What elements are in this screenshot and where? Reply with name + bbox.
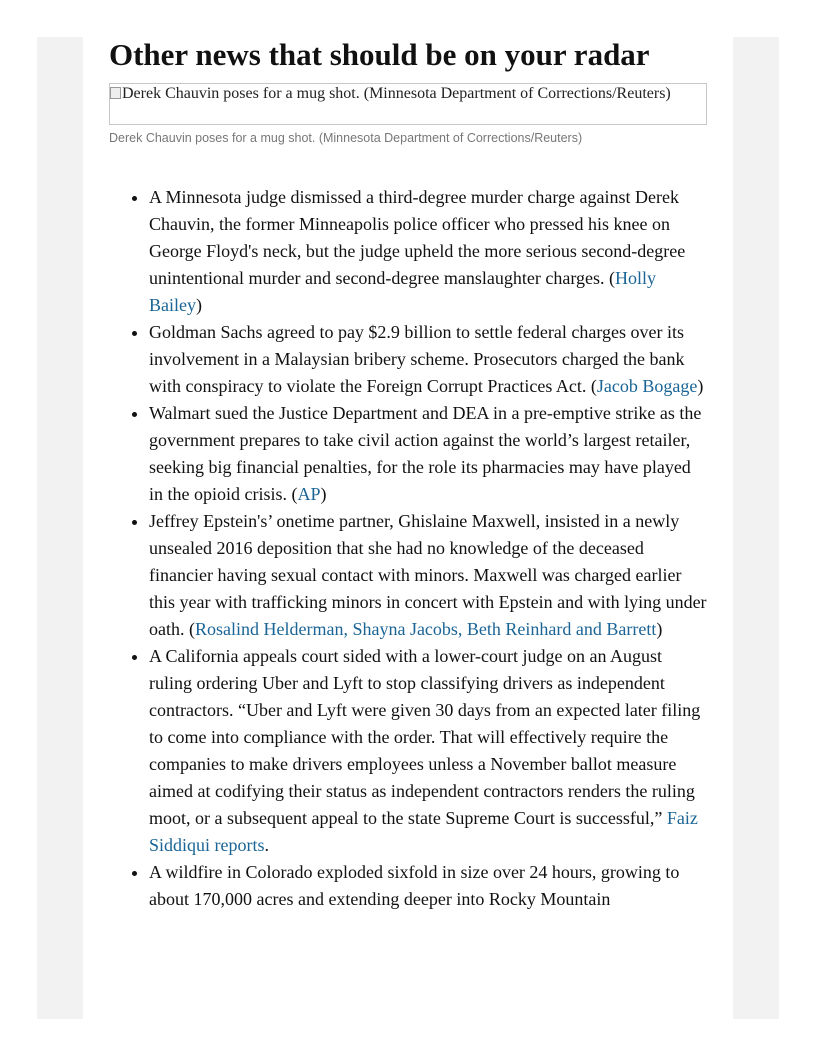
item-text-end: ): [196, 295, 202, 315]
source-link[interactable]: Jacob Bogage: [596, 376, 698, 396]
source-link[interactable]: AP: [297, 484, 321, 504]
list-item: [149, 319, 709, 400]
source-link[interactable]: Rosalind Helderman, Shayna Jacobs, Beth Reinhard and Barrett: [194, 619, 657, 639]
list-item: [149, 859, 709, 913]
photo-alt-text: Derek Chauvin poses for a mug shot. (Minnesota Department of Corrections/Reuters): [122, 85, 671, 102]
item-text: A wildfire in Colorado exploded sixfold in size over 24 hours, growing to about 170,000 acres and extending deeper into Rocky Mountain: [149, 862, 680, 909]
source-link[interactable]: Holly Bailey: [149, 268, 657, 315]
item-text-end: ): [320, 484, 327, 504]
item-text: Jeffrey Epstein's’ onetime partner, Ghislaine Maxwell, insisted in a newly unsealed 2016 deposition that she had no knowledge of the deceased financier having sexual contact with minors. Maxwell was charged earlier this year with trafficking minors in concert with Epstein and with lying under oath. (: [149, 511, 707, 639]
item-text: Goldman Sachs agreed to pay $2.9 billion to settle federal charges over its involvement in a Malaysian bribery scheme. Prosecutors charged the bank with conspiracy to violate the Foreign Corrupt Practices Act. (: [149, 322, 685, 396]
item-text-end: .: [264, 835, 269, 855]
list-item: [149, 400, 709, 508]
item-text-end: ): [697, 376, 704, 396]
source-link[interactable]: Faiz Siddiqui reports: [149, 808, 698, 855]
list-item: [149, 508, 709, 643]
item-text-end: ): [656, 619, 663, 639]
news-list: [109, 184, 709, 913]
list-item: [149, 643, 709, 859]
newsletter-section: [109, 37, 709, 913]
photo-placeholder: [109, 83, 707, 125]
left-margin-panel: [37, 37, 83, 1019]
section-heading: Other news that should be on your radar: [109, 37, 650, 72]
photo-caption: Derek Chauvin poses for a mug shot. (Minnesota Department of Corrections/Reuters): [109, 131, 583, 145]
broken-image-icon: [110, 87, 121, 99]
list-item: [149, 184, 709, 319]
item-text: A California appeals court sided with a lower-court judge on an August ruling ordering Uber and Lyft to stop classifying drivers as independent contractors. “Uber and Lyft were given 30 days from an expected later filing to come into compliance with the order. That will effectively require the companies to make drivers employees unless a November ballot measure aimed at codifying their status as independent contractors renders the ruling moot, or a subsequent appeal to the state Supreme Court is successful,”: [149, 646, 701, 828]
item-text: Walmart sued the Justice Department and DEA in a pre-emptive strike as the government prepares to take civil action against the world’s largest retailer, seeking big financial penalties, for the role its pharmacies may have played in the opioid crisis. (: [149, 403, 702, 504]
right-margin-panel: [733, 37, 779, 1019]
item-text: A Minnesota judge dismissed a third-degree murder charge against Derek Chauvin, the former Minneapolis police officer who pressed his knee on George Floyd's neck, but the judge upheld the more serious second-degree unintentional murder and second-degree manslaughter charges. (: [149, 187, 686, 288]
